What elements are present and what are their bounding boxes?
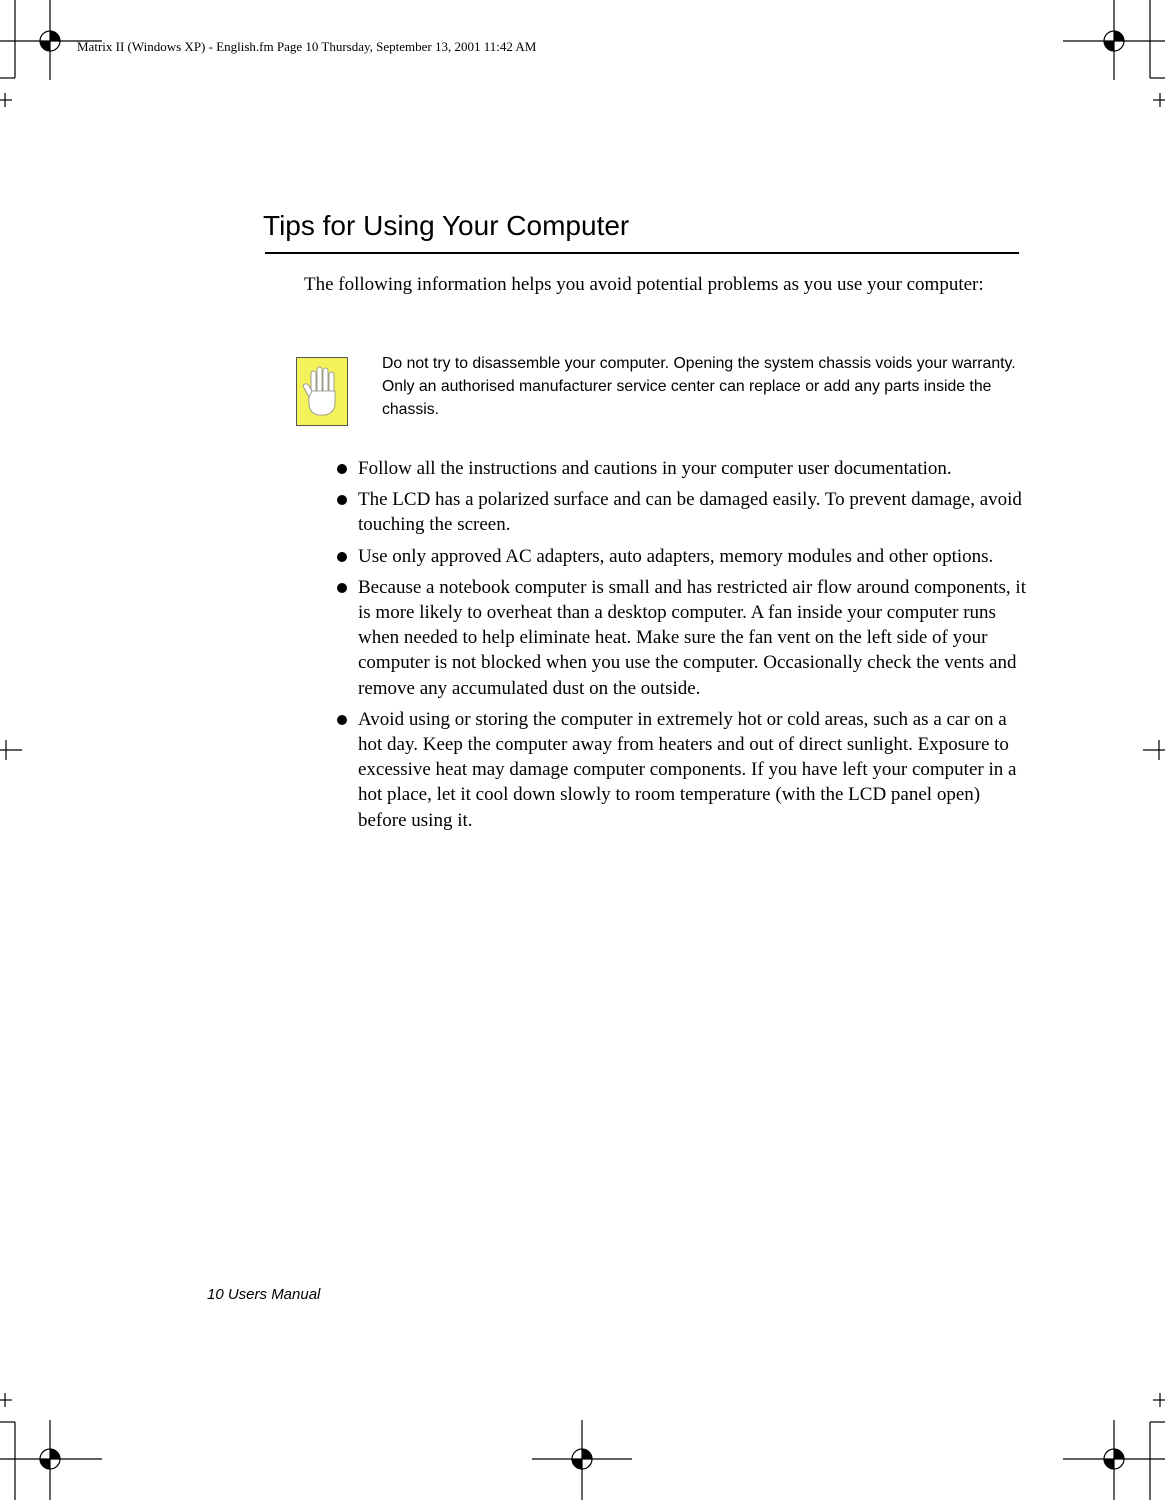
page-footer: 10 Users Manual [207,1286,321,1303]
tip-text: Use only approved AC adapters, auto adapters, memory modules and other options. [358,545,994,567]
tips-list [337,456,1027,839]
tip-text: Follow all the instructions and cautions in your computer user documentation. [358,458,952,479]
intro-paragraph: The following information helps you avoid potential problems as you use your computer: [304,274,984,295]
bullet-icon [337,583,347,593]
list-item [337,456,1027,481]
caution-note: Do not try to disassemble your computer. Opening the system chassis voids your warranty. Only an authorised manufacturer service center can replace or add any parts inside the chassis. [382,355,1016,418]
framemaker-header: Matrix II (Windows XP) - English.fm Page 10 Thursday, September 13, 2001 11:42 AM [77,39,537,54]
title-underline [265,252,1019,254]
list-item [337,544,1027,569]
list-item [337,707,1027,833]
list-item [337,487,1027,537]
bullet-icon [337,552,347,562]
stop-hand-icon [296,357,348,426]
bullet-icon [337,464,347,474]
section-title: Tips for Using Your Computer [263,210,630,241]
bullet-icon [337,495,347,505]
list-item [337,575,1027,701]
tip-text: The LCD has a polarized surface and can be damaged easily. To prevent damage, avoid touching the screen. [358,489,1022,536]
tip-text: Avoid using or storing the computer in extremely hot or cold areas, such as a car on a hot day. Keep the computer away from heaters and out of direct sunlight. Exposure to excessive heat may damage computer components. If you have left your computer in a hot place, let it cool down slowly to room temperature (with the LCD panel open) before using it. [358,708,1017,831]
tip-text: Because a notebook computer is small and has restricted air flow around components, it is more likely to overheat than a desktop computer. A fan inside your computer runs when needed to help eliminate heat. Make sure the fan vent on the left side of your computer is not blocked when you use the computer. Occasionally check the vents and remove any accumulated dust on the outside. [358,576,1026,699]
bullet-icon [337,715,347,725]
